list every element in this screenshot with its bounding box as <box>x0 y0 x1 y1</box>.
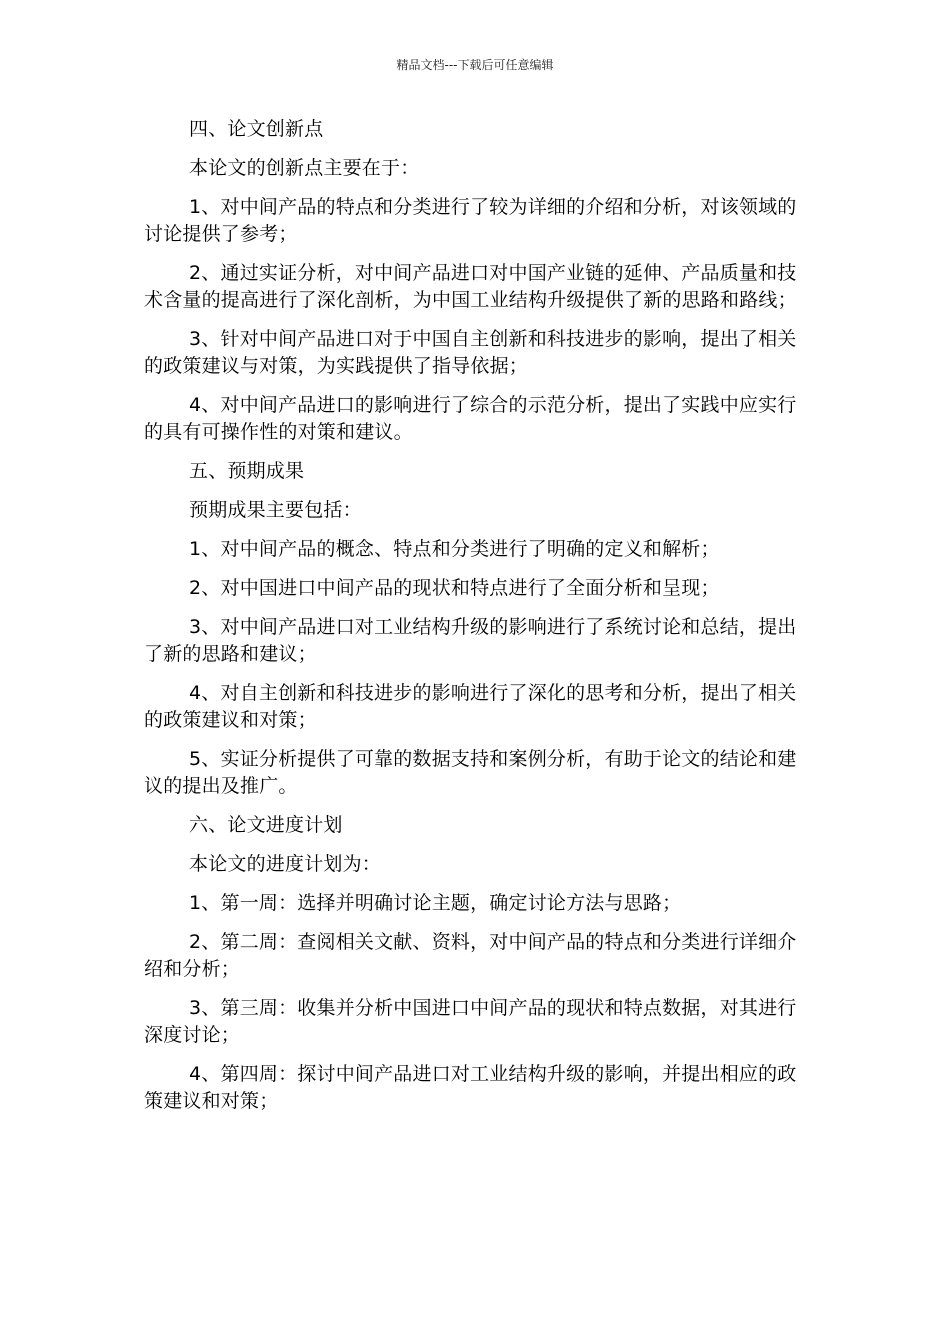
paragraph: 本论文的创新点主要在于： <box>189 157 420 179</box>
list-item: 1、对中间产品的特点和分类进行了较为详细的介绍和分析，对该领域的讨论提供了参考； <box>144 196 797 245</box>
list-item: 2、通过实证分析，对中间产品进口对中国产业链的延伸、产品质量和技术含量的提高进行了深化剖析，为中国工业结构升级提供了新的思路和路线； <box>144 262 797 311</box>
list-item: 4、第四周：探讨中间产品进口对工业结构升级的影响，并提出相应的政策建议和对策； <box>144 1063 797 1112</box>
list-item: 1、对中间产品的概念、特点和分类进行了明确的定义和解析； <box>189 538 720 560</box>
list-item: 3、对中间产品进口对工业结构升级的影响进行了系统讨论和总结，提出了新的思路和建议； <box>144 616 797 665</box>
list-item: 4、对自主创新和科技进步的影响进行了深化的思考和分析，提出了相关的政策建议和对策； <box>144 682 797 731</box>
list-item: 3、针对中间产品进口对于中国自主创新和科技进步的影响，提出了相关的政策建议与对策，为实践提供了指导依据； <box>144 328 797 377</box>
paragraph: 本论文的进度计划为： <box>189 853 382 875</box>
section-heading-innovation: 四、论文创新点 <box>189 118 324 140</box>
list-item: 4、对中间产品进口的影响进行了综合的示范分析，提出了实践中应实行的具有可操作性的对策和建议。 <box>144 394 797 443</box>
list-item: 2、第二周：查阅相关文献、资料，对中间产品的特点和分类进行详细介绍和分析； <box>144 931 797 980</box>
list-item: 1、第一周：选择并明确讨论主题，确定讨论方法与思路； <box>189 892 682 914</box>
section-heading-schedule: 六、论文进度计划 <box>189 814 343 836</box>
page-header: 精品文档---下载后可任意编辑 <box>396 58 554 72</box>
list-item: 5、实证分析提供了可靠的数据支持和案例分析，有助于论文的结论和建议的提出及推广。 <box>144 748 797 797</box>
section-heading-expected-results: 五、预期成果 <box>189 460 305 482</box>
list-item: 2、对中国进口中间产品的现状和特点进行了全面分析和呈现； <box>189 577 720 599</box>
paragraph: 预期成果主要包括： <box>189 499 362 521</box>
list-item: 3、第三周：收集并分析中国进口中间产品的现状和特点数据，对其进行深度讨论； <box>144 997 797 1046</box>
document-body <box>144 116 808 1127</box>
